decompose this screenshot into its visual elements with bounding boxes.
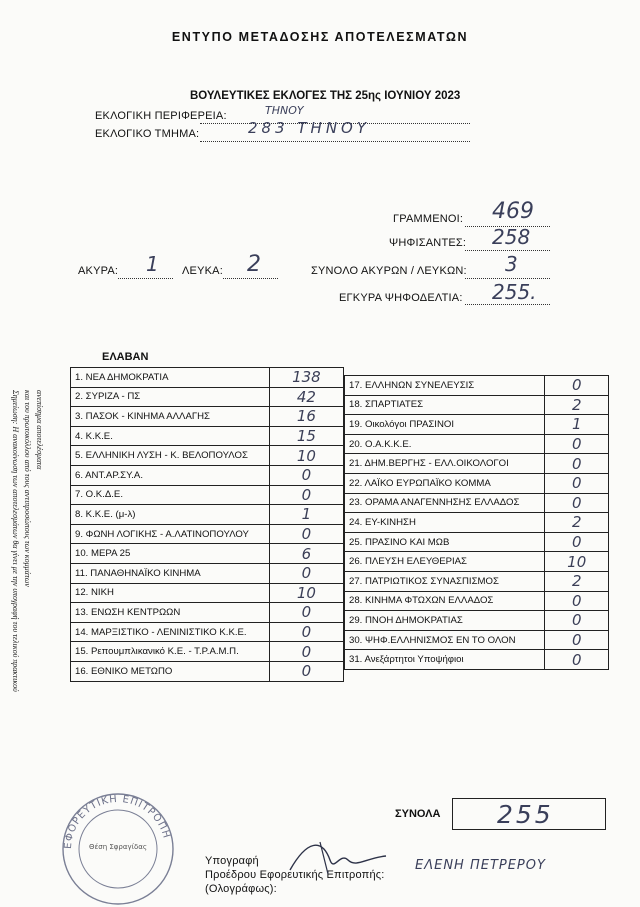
party-row [345, 650, 609, 670]
party-votes-cell [545, 415, 609, 435]
party-name: 4. Κ.Κ.Ε. [71, 426, 270, 446]
party-name: 30. ΨΗΦ.ΕΛΛΗΝΙΣΜΟΣ ΕΝ ΤΟ ΟΛΟΝ [345, 630, 545, 650]
party-row [71, 563, 344, 583]
party-votes: 0 [301, 662, 312, 681]
section-dotline [200, 141, 470, 142]
party-votes-cell [269, 368, 343, 388]
party-name: 21. ΔΗΜ.ΒΕΡΓΗΣ - ΕΛΛ.ΟΙΚΟΛΟΓΟΙ [345, 454, 545, 474]
blank-dotline [223, 278, 278, 279]
svg-text:ΕΦΟΡΕΥΤΙΚΗ ΕΠΙΤΡΟΠΗ [63, 794, 172, 849]
right-results-body [345, 376, 609, 670]
party-name: 16. ΕΘΝΙΚΟ ΜΕΤΩΠΟ [71, 661, 270, 681]
party-votes: 10 [296, 446, 316, 465]
section-label: ΕΚΛΟΓΙΚΟ ΤΜΗΜΑ: [95, 128, 200, 140]
party-row [71, 603, 344, 623]
party-votes-cell [269, 544, 343, 564]
party-votes: 0 [571, 611, 582, 630]
invalid-dotline [118, 278, 173, 279]
party-votes-cell [269, 505, 343, 525]
party-row [71, 622, 344, 642]
party-name: 12. ΝΙΚΗ [71, 583, 270, 603]
party-votes-cell [269, 583, 343, 603]
party-votes: 1 [571, 415, 582, 434]
party-votes-cell [545, 454, 609, 474]
party-votes-cell [269, 446, 343, 466]
party-row [345, 591, 609, 611]
party-row [345, 454, 609, 474]
party-votes: 10 [296, 583, 316, 602]
party-votes: 0 [571, 650, 582, 669]
party-row [345, 513, 609, 533]
party-row [345, 376, 609, 396]
party-votes-cell [545, 434, 609, 454]
party-row [345, 434, 609, 454]
stamp-text: ΕΦΟΡΕΥΤΙΚΗ ΕΠΙΤΡΟΠΗ [62, 793, 172, 850]
party-votes-cell [545, 611, 609, 631]
side-note-3: ανεπίσημα αποτελέσματα [35, 390, 44, 470]
party-votes: 0 [571, 435, 582, 454]
party-votes-cell [269, 563, 343, 583]
party-votes: 0 [571, 376, 582, 395]
party-votes-cell [545, 650, 609, 670]
district-value: ΤΗΝΟΥ [265, 104, 304, 117]
party-votes: 0 [571, 591, 582, 610]
left-results-body [71, 368, 344, 682]
party-row [71, 505, 344, 525]
party-row [345, 415, 609, 435]
party-votes-cell [545, 513, 609, 533]
party-row [71, 368, 344, 388]
party-name: 13. ΕΝΩΣΗ ΚΕΝΤΡΩΩΝ [71, 603, 270, 623]
party-votes-cell [545, 630, 609, 650]
party-row [345, 395, 609, 415]
party-row [345, 552, 609, 572]
party-votes: 42 [296, 387, 316, 406]
election-title: ΒΟΥΛΕΥΤΙΚΕΣ ΕΚΛΟΓΕΣ ΤΗΣ 25ης ΙΟΥΝΙΟΥ 2023 [190, 90, 461, 102]
voted-dotline [465, 250, 550, 251]
party-votes-cell [545, 473, 609, 493]
party-row [345, 571, 609, 591]
party-row [71, 426, 344, 446]
party-name: 25. ΠΡΑΣΙΝΟ ΚΑΙ ΜΩΒ [345, 532, 545, 552]
total-value: 255 [497, 800, 554, 829]
party-name: 15. Ρεπουμπλικανικό Κ.Ε. - Τ.Ρ.Α.Μ.Π. [71, 642, 270, 662]
party-name: 23. ΟΡΑΜΑ ΑΝΑΓΕΝΝΗΣΗΣ ΕΛΛΑΔΟΣ [345, 493, 545, 513]
party-name: 17. ΕΛΛΗΝΩΝ ΣΥΝΕΛΕΥΣΙΣ [345, 376, 545, 396]
party-votes: 0 [571, 533, 582, 552]
invalid-blank-total-dotline [465, 278, 550, 279]
party-row [71, 407, 344, 427]
valid-dotline [465, 304, 550, 305]
stamp-inner-text: Θέση Σφραγίδας [88, 843, 148, 851]
party-name: 8. Κ.Κ.Ε. (μ-λ) [71, 505, 270, 525]
blank-value: 2 [247, 252, 261, 277]
section-value: 283 ΤΗΝΟΥ [248, 119, 371, 137]
registered-label: ΓΡΑΜΜΕΝΟΙ: [393, 213, 464, 225]
signature-label-3: (Ολογράφως): [205, 883, 277, 895]
form-title: ΕΝΤΥΠΟ ΜΕΤΑΔΟΣΗΣ ΑΠΟΤΕΛΕΣΜΑΤΩΝ [171, 30, 469, 44]
party-row [71, 387, 344, 407]
party-votes: 0 [301, 642, 312, 661]
party-name: 19. Οικολόγοι ΠΡΑΣΙΝΟΙ [345, 415, 545, 435]
party-votes-cell [269, 622, 343, 642]
party-votes-cell [269, 524, 343, 544]
party-votes-cell [545, 552, 609, 572]
party-votes-cell [545, 571, 609, 591]
party-votes: 1 [301, 505, 312, 524]
invalid-value: 1 [146, 252, 159, 276]
party-name: 29. ΠΝΟΗ ΔΗΜΟΚΡΑΤΙΑΣ [345, 611, 545, 631]
voted-label: ΨΗΦΙΣΑΝΤΕΣ: [389, 237, 467, 249]
party-votes-cell [269, 603, 343, 623]
received-label: ΕΛΑΒΑΝ [102, 351, 149, 363]
party-name: 2. ΣΥΡΙΖΑ - ΠΣ [71, 387, 270, 407]
party-row [71, 544, 344, 564]
party-votes: 138 [292, 368, 321, 387]
party-name: 7. Ο.Κ.Δ.Ε. [71, 485, 270, 505]
total-label: ΣΥΝΟΛΑ [395, 808, 441, 820]
party-votes: 16 [296, 407, 316, 426]
party-row [71, 524, 344, 544]
party-votes-cell [545, 376, 609, 396]
invalid-blank-total-label: ΣΥΝΟΛΟ ΑΚΥΡΩΝ / ΛΕΥΚΩΝ: [311, 265, 467, 277]
party-votes: 0 [301, 466, 312, 485]
party-row [71, 485, 344, 505]
party-votes: 0 [571, 474, 582, 493]
party-votes: 0 [301, 623, 312, 642]
committee-stamp [53, 787, 183, 907]
left-results-table [70, 367, 344, 682]
party-name: 14. ΜΑΡΞΙΣΤΙΚΟ - ΛΕΝΙΝΙΣΤΙΚΟ Κ.Κ.Ε. [71, 622, 270, 642]
signature-label-2: Προέδρου Εφορευτικής Επιτροπής: [205, 869, 385, 881]
party-name: 6. ΑΝΤ.ΑΡ.ΣΥ.Α. [71, 465, 270, 485]
party-name: 3. ΠΑΣΟΚ - ΚΙΝΗΜΑ ΑΛΛΑΓΗΣ [71, 407, 270, 427]
party-name: 28. ΚΙΝΗΜΑ ΦΤΩΧΩΝ ΕΛΛΑΔΟΣ [345, 591, 545, 611]
district-label: ΕΚΛΟΓΙΚΗ ΠΕΡΙΦΕΡΕΙΑ: [95, 110, 227, 122]
party-votes: 2 [571, 513, 582, 532]
party-name: 18. ΣΠΑΡΤΙΑΤΕΣ [345, 395, 545, 415]
signature-label-1: Υπογραφή [205, 855, 259, 867]
party-row [345, 532, 609, 552]
party-votes: 0 [571, 493, 582, 512]
party-name: 10. ΜΕΡΑ 25 [71, 544, 270, 564]
party-row [71, 465, 344, 485]
party-votes: 6 [301, 544, 312, 563]
blank-label: ΛΕΥΚΑ: [182, 265, 223, 277]
party-row [345, 473, 609, 493]
party-row [345, 630, 609, 650]
party-votes: 0 [301, 485, 312, 504]
party-votes: 10 [567, 552, 587, 571]
party-votes-cell [269, 407, 343, 427]
party-row [71, 583, 344, 603]
party-row [71, 446, 344, 466]
party-row [345, 493, 609, 513]
signature-scribble [282, 830, 392, 880]
voted-value: 258 [492, 225, 531, 249]
party-votes: 2 [571, 572, 582, 591]
side-note-2: και του πρωτοκόλλου από τους αντιπροσώπους των κομμάτων [23, 390, 32, 587]
party-votes: 2 [571, 395, 582, 414]
party-votes: 0 [571, 454, 582, 473]
party-votes-cell [269, 426, 343, 446]
party-votes: 0 [571, 631, 582, 650]
party-name: 27. ΠΑΤΡΙΩΤΙΚΟΣ ΣΥΝΑΣΠΙΣΜΟΣ [345, 571, 545, 591]
party-votes: 0 [301, 564, 312, 583]
party-name: 1. ΝΕΑ ΔΗΜΟΚΡΑΤΙΑ [71, 368, 270, 388]
valid-value: 255. [492, 280, 537, 304]
party-name: 26. ΠΛΕΥΣΗ ΕΛΕΥΘΕΡΙΑΣ [345, 552, 545, 572]
party-votes-cell [269, 661, 343, 681]
party-name: 20. Ο.Α.Κ.Κ.Ε. [345, 434, 545, 454]
party-votes-cell [269, 642, 343, 662]
invalid-label: ΑΚΥΡΑ: [78, 265, 119, 277]
party-name: 31. Ανεξάρτητοι Υποψήφιοι [345, 650, 545, 670]
invalid-blank-total-value: 3 [505, 252, 518, 276]
party-row [71, 642, 344, 662]
side-note-1: Σημείωση: Η ανακοίνωση των αποτελεσμάτων θα γίνει με την υπογραφή του τελικού πρακτικού [11, 390, 20, 692]
valid-label: ΕΓΚΥΡΑ ΨΗΦΟΔΕΛΤΙΑ: [339, 292, 463, 304]
party-votes: 15 [296, 427, 316, 446]
party-votes-cell [269, 465, 343, 485]
party-votes-cell [545, 395, 609, 415]
party-votes-cell [545, 591, 609, 611]
party-row [345, 611, 609, 631]
party-votes-cell [269, 387, 343, 407]
party-row [71, 661, 344, 681]
party-votes-cell [269, 485, 343, 505]
registered-value: 469 [492, 199, 534, 224]
party-name: 22. ΛΑΪΚΟ ΕΥΡΩΠΑΪΚΟ ΚΟΜΜΑ [345, 473, 545, 493]
signature-name: ΕΛΕΝΗ ΠΕΤΡΕΡΟΥ [415, 858, 546, 873]
party-votes-cell [545, 493, 609, 513]
party-name: 24. ΕΥ-ΚΙΝΗΣΗ [345, 513, 545, 533]
party-name: 9. ΦΩΝΗ ΛΟΓΙΚΗΣ - Α.ΛΑΤΙΝΟΠΟΥΛΟΥ [71, 524, 270, 544]
party-votes: 0 [301, 603, 312, 622]
party-name: 11. ΠΑΝΑΘΗΝΑΪΚΟ ΚΙΝΗΜΑ [71, 563, 270, 583]
party-votes-cell [545, 532, 609, 552]
party-name: 5. ΕΛΛΗΝΙΚΗ ΛΥΣΗ - Κ. ΒΕΛΟΠΟΥΛΟΣ [71, 446, 270, 466]
right-results-table [344, 375, 609, 670]
party-votes: 0 [301, 525, 312, 544]
